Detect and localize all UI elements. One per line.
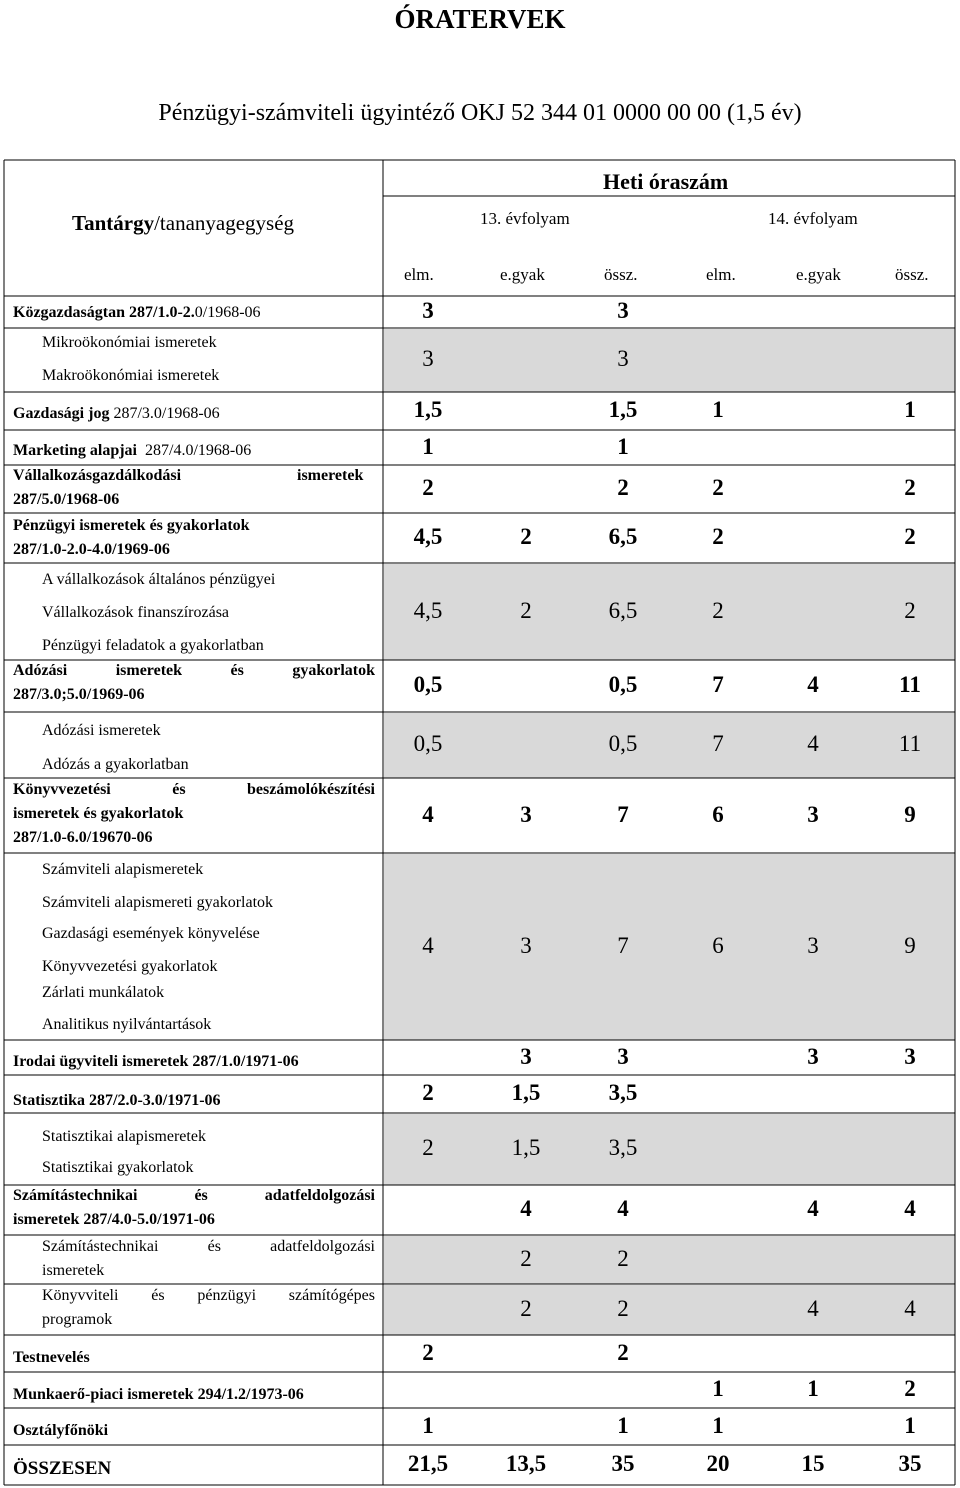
value-row6-ossz13: 6,5 (608, 597, 638, 623)
value-row18-egyak14: 1 (807, 1376, 819, 1401)
row-label-gazdasagi-jog: Gazdasági jog 287/3.0/1968-06 (13, 405, 220, 422)
row-label-kozgazdasagtan: Közgazdaságtan 287/1.0-2.0/1968-06 (13, 304, 261, 321)
value-row15-egyak13: 2 (520, 1245, 532, 1271)
value-row14-ossz13: 4 (617, 1196, 629, 1221)
value-row19-ossz14: 1 (904, 1412, 916, 1438)
value-row10-ossz14: 9 (904, 932, 916, 958)
value-row11-egyak13: 3 (520, 1043, 532, 1069)
value-row1-ossz13: 3 (617, 346, 629, 371)
row-label-szamitastech-2: ismeretek 287/4.0-5.0/1971-06 (13, 1211, 215, 1228)
row-label-konyvviteli-1: Könyvviteli és pénzügyi számítógépes (42, 1287, 375, 1304)
row-label-mikrookonomia: Mikroökonómiai ismeretek (42, 334, 217, 351)
header-year-13: 13. évfolyam (480, 209, 570, 228)
row-label-adozasi-2: 287/3.0;5.0/1969-06 (13, 686, 145, 703)
value-row13-ossz13: 3,5 (608, 1135, 638, 1160)
value-row13-egyak13: 1,5 (511, 1135, 541, 1160)
value-row3-ossz13: 1 (617, 433, 629, 459)
value-row2-ossz14: 1 (904, 397, 916, 422)
value-row5-elm13: 4,5 (413, 524, 443, 549)
row-label-konyvvezetes-1: Könyvvezetési és beszámolókészítési (13, 781, 375, 798)
value-row20-ossz14: 35 (898, 1451, 922, 1476)
value-row5-ossz14: 2 (904, 524, 916, 549)
row-label-szamvitel-sub3: Gazdasági események könyvelése (42, 925, 260, 942)
header-subject: Tantárgy/tananyagegység (72, 211, 295, 235)
row-label-szamvitel-sub2: Számviteli alapismereti gyakorlatok (42, 894, 274, 911)
value-row20-elm13: 21,5 (407, 1451, 449, 1476)
row-label-adozasi-1: Adózási ismeretek és gyakorlatok (13, 662, 375, 679)
value-row9-ossz13: 7 (617, 801, 629, 827)
value-row18-ossz14: 2 (904, 1376, 916, 1401)
value-row8-egyak14: 4 (807, 731, 819, 756)
value-row2-ossz13: 1,5 (608, 397, 638, 422)
value-row2-elm13: 1,5 (413, 397, 443, 422)
row-label-statisztika-sub2: Statisztikai gyakorlatok (42, 1159, 194, 1176)
value-row16-egyak13: 2 (520, 1295, 532, 1321)
row-label-szamvitel-sub1: Számviteli alapismeretek (42, 861, 204, 878)
value-row12-ossz13: 3,5 (608, 1080, 638, 1105)
value-row10-egyak13: 3 (520, 932, 532, 958)
row-label-marketing: Marketing alapjai 287/4.0/1968-06 (13, 442, 252, 459)
row-label-vallalkozas-1a: Vállalkozásgazdálkodási (13, 467, 182, 484)
row-label-szamvitel-sub6: Analitikus nyilvántartások (42, 1016, 212, 1033)
value-row16-ossz14: 4 (904, 1295, 916, 1321)
value-row19-elm13: 1 (422, 1412, 434, 1438)
row-label-konyvvezetes-3: 287/1.0-6.0/19670-06 (13, 829, 153, 846)
row-label-testneveles: Testnevelés (13, 1349, 90, 1366)
value-row10-elm14: 6 (712, 932, 724, 958)
value-row2-elm14: 1 (712, 397, 724, 422)
header-year-14: 14. évfolyam (768, 209, 858, 228)
row-label-penzugy-sub1: A vállalkozások általános pénzügyei (42, 571, 276, 588)
value-row1-elm13: 3 (422, 346, 434, 371)
value-row8-ossz13: 0,5 (608, 731, 638, 756)
value-row12-elm13: 2 (422, 1080, 434, 1105)
value-row14-egyak14: 4 (807, 1196, 819, 1221)
value-row5-ossz13: 6,5 (608, 524, 638, 549)
value-row20-egyak13: 13,5 (505, 1451, 547, 1476)
value-row0-ossz13: 3 (617, 298, 629, 323)
value-row4-ossz14: 2 (904, 475, 916, 500)
row-label-szamitastech-1: Számítástechnikai és adatfeldolgozási (13, 1187, 375, 1204)
value-row9-egyak14: 3 (807, 801, 819, 827)
value-row6-ossz14: 2 (904, 597, 916, 623)
row-label-irodai: Irodai ügyviteli ismeretek 287/1.0/1971-06 (13, 1053, 299, 1070)
value-row9-elm14: 6 (712, 801, 724, 827)
value-row20-ossz13: 35 (611, 1451, 635, 1476)
value-row9-egyak13: 3 (520, 801, 532, 827)
value-row18-elm14: 1 (712, 1376, 724, 1401)
value-row17-ossz13: 2 (617, 1339, 629, 1365)
value-row14-ossz14: 4 (904, 1196, 916, 1221)
row-label-adozas-sub1: Adózási ismeretek (42, 722, 161, 739)
value-row8-elm13: 0,5 (413, 731, 443, 756)
row-label-statisztika-sub1: Statisztikai alapismeretek (42, 1128, 206, 1145)
value-row17-elm13: 2 (422, 1339, 434, 1365)
row-label-szamvitel-sub4: Könyvvezetési gyakorlatok (42, 958, 218, 975)
header-weekly-hours: Heti óraszám (603, 169, 729, 194)
value-row7-egyak14: 4 (807, 672, 819, 697)
value-row7-ossz13: 0,5 (608, 672, 638, 697)
value-row4-elm14: 2 (712, 475, 724, 500)
value-row19-ossz13: 1 (617, 1412, 629, 1438)
value-row3-elm13: 1 (422, 433, 434, 459)
value-row16-egyak14: 4 (807, 1295, 819, 1321)
row-label-szamvitel-sub5: Zárlati munkálatok (42, 984, 165, 1001)
value-row10-ossz13: 7 (617, 932, 629, 958)
value-row11-ossz13: 3 (617, 1043, 629, 1069)
col-header-elm-13: elm. (404, 265, 434, 284)
row-label-penzugy-sub3: Pénzügyi feladatok a gyakorlatban (42, 637, 264, 654)
row-label-penzugy-sub2: Vállalkozások finanszírozása (42, 604, 230, 621)
col-header-ossz-13: össz. (604, 265, 638, 284)
value-row20-elm14: 20 (706, 1451, 730, 1476)
value-row9-elm13: 4 (422, 801, 434, 827)
value-row14-egyak13: 4 (520, 1196, 532, 1221)
col-header-elm-14: elm. (706, 265, 736, 284)
value-row6-elm13: 4,5 (413, 597, 443, 623)
value-row4-elm13: 2 (422, 475, 434, 500)
value-row13-elm13: 2 (422, 1135, 434, 1160)
value-row6-elm14: 2 (712, 597, 724, 623)
col-header-egyak-13: e.gyak (500, 265, 545, 284)
value-row11-egyak14: 3 (807, 1043, 819, 1069)
row-label-konyvviteli-2: programok (42, 1311, 113, 1328)
row-label-konyvvezetes-2: ismeretek és gyakorlatok (13, 805, 184, 822)
value-row8-ossz14: 11 (898, 731, 922, 756)
row-label-szamitastech-sub-2: ismeretek (42, 1262, 105, 1279)
value-row6-egyak13: 2 (520, 597, 532, 623)
value-row0-elm13: 3 (422, 298, 434, 323)
value-row9-ossz14: 9 (904, 801, 916, 827)
value-row12-egyak13: 1,5 (511, 1080, 541, 1105)
row-label-adozas-sub2: Adózás a gyakorlatban (42, 756, 189, 773)
col-header-egyak-14: e.gyak (796, 265, 841, 284)
value-row10-egyak14: 3 (807, 932, 819, 958)
row-label-penzugyi-2: 287/1.0-2.0-4.0/1969-06 (13, 541, 170, 558)
value-row10-elm13: 4 (422, 932, 434, 958)
value-row15-ossz13: 2 (617, 1245, 629, 1271)
value-row11-ossz14: 3 (904, 1043, 916, 1069)
value-row8-elm14: 7 (712, 731, 724, 756)
value-row7-elm13: 0,5 (413, 672, 443, 697)
value-row19-elm14: 1 (712, 1412, 724, 1438)
value-row7-elm14: 7 (712, 672, 724, 697)
row-label-munkaeropiaci: Munkaerő-piaci ismeretek 294/1.2/1973-06 (13, 1386, 304, 1403)
page-title: ÓRATERVEK (394, 4, 566, 34)
row-label-makrookonomia: Makroökonómiai ismeretek (42, 367, 220, 384)
value-row20-egyak14: 15 (801, 1451, 825, 1476)
value-row7-ossz14: 11 (899, 672, 921, 697)
col-header-ossz-14: össz. (895, 265, 929, 284)
subtitle-text: Pénzügyi-számviteli ügyintéző OKJ 52 344 01 0000 00 00 (1,5 év) (158, 100, 802, 126)
row-label-szamitastech-sub-1: Számítástechnikai és adatfeldolgozási (42, 1238, 375, 1255)
value-row5-egyak13: 2 (520, 524, 532, 549)
value-row4-ossz13: 2 (617, 475, 629, 500)
row-label-osszesen: ÖSSZESEN (13, 1458, 112, 1479)
row-label-osztalyfonoki: Osztályfőnöki (13, 1422, 109, 1439)
row-label-penzugyi-1: Pénzügyi ismeretek és gyakorlatok (13, 517, 250, 534)
value-row16-ossz13: 2 (617, 1295, 629, 1321)
row-label-vallalkozas-2: 287/5.0/1968-06 (13, 491, 120, 508)
value-row5-elm14: 2 (712, 524, 724, 549)
row-label-vallalkozas-1b: ismeretek (297, 467, 364, 484)
row-label-statisztika: Statisztika 287/2.0-3.0/1971-06 (13, 1092, 221, 1109)
